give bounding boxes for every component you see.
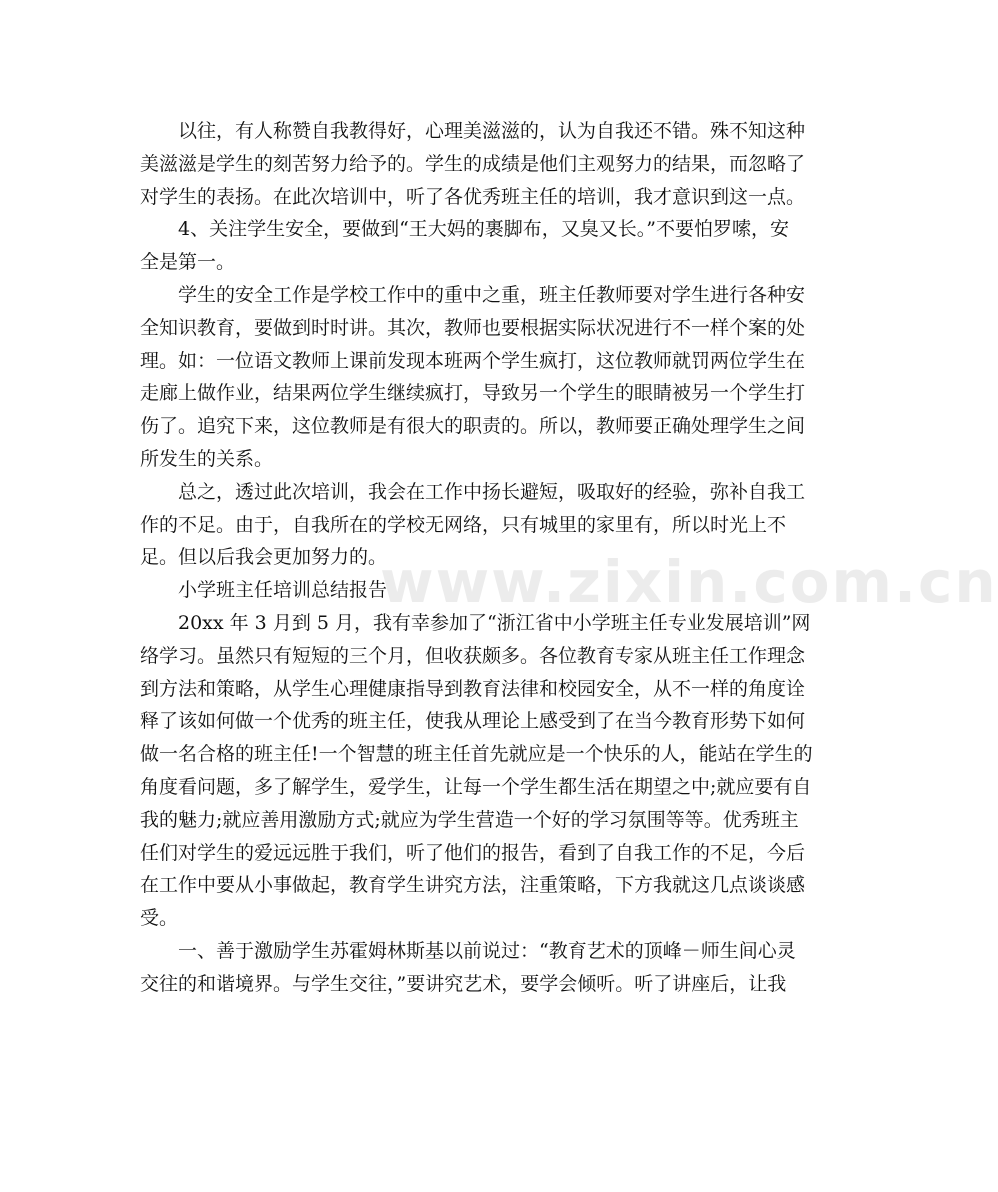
- text-line: 理。如：一位语文教师上课前发现本班两个学生疯打，这位教师就罚两位学生在: [140, 349, 806, 372]
- text-line: 伤了。追究下来，这位教师是有很大的职责的。所以，教师要正确处理学生之间: [140, 415, 806, 438]
- text-line: 学生的安全工作是学校工作中的重中之重，班主任教师要对学生进行各种安: [178, 283, 806, 306]
- report-title: [140, 574, 780, 607]
- text-line: 全是第一。: [140, 251, 236, 274]
- text-line: 走廊上做作业，结果两位学生继续疯打，导致另一个学生的眼睛被另一个学生打: [140, 382, 806, 405]
- text-line: 络学习。虽然只有短短的三个月，但收获颇多。各位教育专家从班主任工作理念: [140, 644, 806, 667]
- paragraph-report-intro: [140, 607, 813, 935]
- text-line: 全知识教育，要做到时时讲。其次，教师也要根据实际状况进行不一样个案的处: [140, 316, 806, 339]
- text-line: 一、善于激励学生苏霍姆林斯基以前说过：“教育艺术的顶峰－师生间心灵: [178, 939, 796, 962]
- text-line: 角度看问题，多了解学生，爱学生，让每一个学生都生活在期望之中;就应要有自: [140, 775, 812, 798]
- text-line: 4、关注学生安全，要做到“王大妈的裹脚布，又臭又长。”不要怕罗嗦，安: [178, 218, 790, 241]
- text-line: 到方法和策略，从学生心理健康指导到教育法律和校园安全，从不一样的角度诠: [140, 677, 806, 700]
- text-line: 任们对学生的爱远远胜于我们，听了他们的报告，看到了自我工作的不足，今后: [140, 841, 806, 864]
- text-line: 以往，有人称赞自我教得好，心理美滋滋的，认为自我还不错。殊不知这种: [178, 120, 806, 142]
- text-line: 我的魅力;就应善用激励方式;就应为学生营造一个好的学习氛围等等。优秀班主: [140, 808, 799, 831]
- text-line: 受。: [140, 907, 179, 930]
- text-line: 对学生的表扬。在此次培训中，听了各优秀班主任的培训，我才意识到这一点。: [140, 185, 806, 208]
- text-line: 足。但以后我会更加努力的。: [140, 546, 388, 569]
- text-line: 在工作中要从小事做起，教育学生讲究方法，注重策略，下方我就这几点谈谈感: [140, 874, 806, 897]
- document-body: [140, 115, 813, 1001]
- text-line: 做一名合格的班主任!一个智慧的班主任首先就应是一个快乐的人，能站在学生的: [140, 743, 813, 766]
- text-line: 小学班主任培训总结报告: [178, 579, 388, 602]
- text-line: 作的不足。由于，自我所在的学校无网络，只有城里的家里有，所以时光上不: [140, 513, 787, 536]
- text-line: 交往的和谐境界。与学生交往，”要讲究艺术，要学会倾听。听了讲座后，让我: [140, 972, 787, 995]
- text-line: 美滋滋是学生的刻苦努力给予的。学生的成绩是他们主观努力的结果，而忽略了: [140, 152, 806, 175]
- paragraph-safety-heading: [140, 213, 790, 279]
- paragraph-conclusion: [140, 476, 806, 574]
- watermark: www.zixin.com.cn: [380, 548, 998, 616]
- paragraph-encourage-students: [140, 935, 796, 1001]
- text-line: 总之，透过此次培训，我会在工作中扬长避短，吸取好的经验，弥补自我工: [178, 480, 806, 503]
- text-line: 20xx 年 3 月到 5 月，我有幸参加了“浙江省中小学班主任专业发展培训”网: [178, 611, 811, 634]
- paragraph-praise-students: [140, 115, 806, 213]
- paragraph-safety-work: [140, 279, 806, 476]
- text-line: 所发生的关系。: [140, 447, 274, 470]
- text-line: 释了该如何做一个优秀的班主任，使我从理论上感受到了在当今教育形势下如何: [140, 710, 806, 733]
